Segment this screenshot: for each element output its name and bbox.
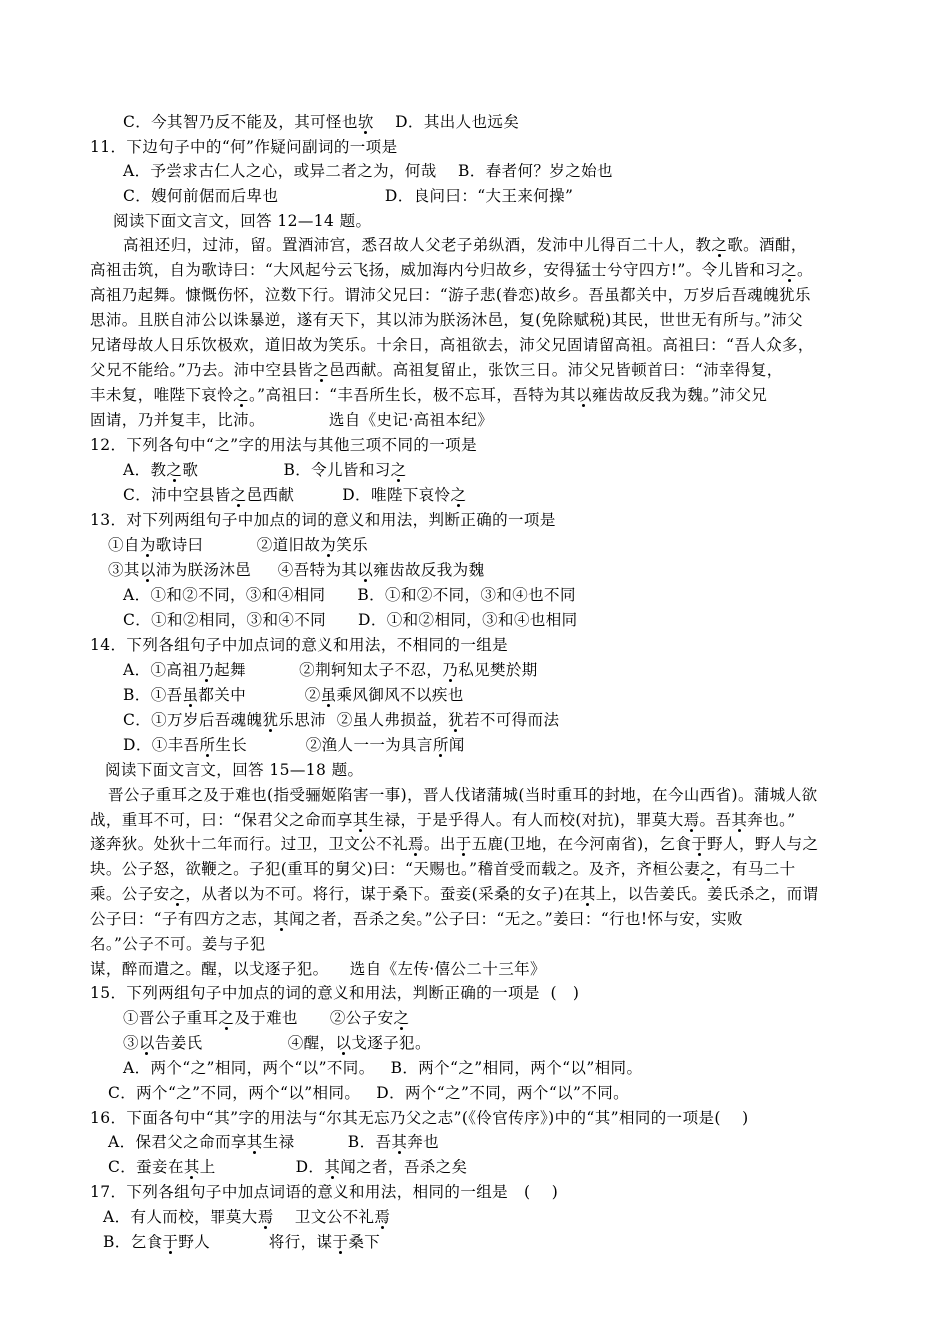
text-run: 雍齿故反我为魏	[373, 561, 485, 579]
text-line	[90, 981, 579, 1005]
text-run: 歌 B．令儿皆和习	[182, 461, 391, 479]
emphasized-character: 乃	[442, 661, 459, 679]
text-run: ，从者以为不可。将行，谋于桑下。蚕妾(采桑的女子)在	[185, 885, 580, 903]
text-line	[123, 683, 464, 707]
emphasized-character: 为	[320, 536, 337, 554]
text-run: A．有人而校，罪莫大	[103, 1208, 258, 1226]
emphasized-character: 其	[183, 1158, 200, 1176]
emphasized-character: 之	[450, 486, 467, 504]
text-run: 13．对下列两组句子中加点的词的意义和用法，判断正确的一项是	[90, 511, 556, 529]
text-run: 邑西献。高祖复留止，张饮三日。沛父兄皆顿首曰：“沛幸得复，	[329, 361, 783, 379]
text-line	[123, 1031, 431, 1055]
emphasized-character: 焉	[374, 1208, 391, 1226]
text-run: 。	[797, 261, 813, 279]
emphasized-character: 于	[162, 1233, 179, 1251]
text-run: 高祖还归，过沛，留。置酒沛宫，悉召故人父老子弟纵酒，发沛中儿得百二十人，教	[123, 236, 712, 254]
text-run: 起舞 ②荆轲知太子不忍，	[214, 661, 443, 679]
text-line	[90, 135, 397, 159]
text-run: 谋，醉而遣之。醒，以戈逐子犯。 选自《左传·僖公二十三年》	[90, 960, 546, 978]
text-run: A．予尝求古仁人之心，或异二者之为，何哉 B．春者何？岁之始也	[123, 162, 613, 180]
text-run: C．沛中空县皆	[123, 486, 231, 504]
emphasized-character: 于	[332, 1233, 349, 1251]
text-line	[90, 857, 796, 881]
text-run: ③其	[108, 561, 140, 579]
text-run: 名。”公子不可。姜与子犯	[90, 935, 266, 953]
text-line	[123, 184, 573, 208]
emphasized-character: 其	[246, 1133, 263, 1151]
text-run: ①晋公子重耳	[123, 1009, 219, 1027]
text-run: A．①和②不同，③和④相同 B．①和②不同，③和④也不同	[123, 586, 576, 604]
text-run: 歌。酒酣，	[727, 236, 807, 254]
emphasized-character: 焉	[683, 811, 700, 829]
emphasized-character: 之	[169, 885, 186, 903]
text-line	[123, 608, 578, 632]
text-run: 公子曰：“子有四方之志，	[90, 910, 274, 928]
text-run: ③	[123, 1034, 139, 1052]
emphasized-character: 之	[230, 486, 247, 504]
text-run: A．教	[123, 461, 167, 479]
text-run: 14．下列各组句子中加点词的意义和用法，不相同的一组是	[90, 636, 509, 654]
emphasized-character: 为	[139, 536, 156, 554]
text-line	[90, 433, 477, 457]
text-line	[90, 808, 796, 832]
emphasized-character: 欤	[357, 113, 374, 131]
text-run: 阅读下面文言文，回答 15—18 题。	[105, 761, 364, 779]
text-run: 生禄，于是乎得人。有人而校(对抗)，罪莫大	[368, 811, 684, 829]
text-line	[123, 708, 559, 732]
text-run: 都关中 ②	[198, 686, 321, 704]
text-run: 高祖击筑，自为歌诗曰：“大风起兮云飞扬，威加海内兮归故乡，安得猛士兮守四方!”。令儿皆和习	[90, 261, 782, 279]
text-run: 生禄 B．吾	[262, 1133, 392, 1151]
text-run: A．两个“之”相同，两个“以”不同。 B．两个“之”相同，两个“以”相同。	[123, 1059, 643, 1077]
text-run: B．乞食	[103, 1233, 163, 1251]
text-line	[108, 1155, 467, 1179]
text-line	[108, 533, 368, 557]
text-run: 闻之者，吾杀之矣	[340, 1158, 468, 1176]
text-run: 野人，野人与之	[707, 835, 819, 853]
emphasized-character: 其	[324, 1158, 341, 1176]
text-run: 奔也。”	[747, 811, 796, 829]
emphasized-character: 以	[139, 561, 156, 579]
text-line	[90, 932, 265, 956]
text-line	[90, 283, 811, 307]
text-line	[123, 1006, 409, 1030]
text-line	[90, 508, 556, 532]
text-run: 父兄不能给。”乃去。沛中空县皆	[90, 361, 314, 379]
emphasized-character: 焉	[257, 1208, 274, 1226]
text-run: 闻之者，吾杀之矣。”公子曰：“无之。”姜曰：“行也!怀与安，实败	[289, 910, 743, 928]
text-run: 野人 将行，谋	[178, 1233, 333, 1251]
text-run: C．蚕妾在	[108, 1158, 184, 1176]
text-run: A．①高祖	[123, 661, 199, 679]
text-run: 晋公子重耳之及于难也(指受骊姬陷害一事)，晋人伐诸蒲城(当时重耳的封地，在今山西省)。蒲城人欲	[108, 786, 818, 804]
text-run: 乘。公子安	[90, 885, 170, 903]
text-run: C．①和②相同，③和④不同 D．①和②相同，③和④也相同	[123, 611, 578, 629]
text-run: D．①丰吾	[123, 736, 200, 754]
emphasized-character: 之	[393, 1009, 410, 1027]
emphasized-character: 所	[432, 736, 449, 754]
text-run: B．①吾	[123, 686, 183, 704]
emphasized-character: 之	[233, 386, 250, 404]
text-run: 。吾	[699, 811, 732, 829]
text-run: D．其出人也远矣	[373, 113, 520, 131]
text-run: 高祖乃起舞。慷慨伤怀，泣数下行。谓沛父兄曰：“游子悲(眷恋)故乡。吾虽都关中，万岁后吾魂魄犹乐	[90, 286, 811, 304]
text-run: ，有马二十	[716, 860, 796, 878]
emphasized-character: 之	[218, 1009, 235, 1027]
text-line	[90, 832, 818, 856]
emphasized-character: 之	[781, 261, 797, 279]
text-line	[90, 383, 767, 407]
text-run: 卫文公不礼	[273, 1208, 375, 1226]
emphasized-character: 于	[691, 835, 708, 853]
text-run: C．①万岁后吾魂魄	[123, 711, 263, 729]
text-run: 奔也	[407, 1133, 440, 1151]
emphasized-character: 以	[575, 386, 592, 404]
emphasized-character: 虽	[182, 686, 199, 704]
text-run: A．保君父之命而享	[108, 1133, 247, 1151]
text-line	[90, 1180, 558, 1204]
text-line	[123, 159, 613, 183]
text-line	[90, 957, 546, 981]
text-line	[123, 483, 466, 507]
emphasized-character: 犹	[448, 711, 464, 729]
text-run: 12．下列各句中“之”字的用法与其他三项不同的一项是	[90, 436, 477, 454]
text-run: 戈逐子犯。	[351, 1034, 431, 1052]
emphasized-character: 其	[391, 1133, 408, 1151]
text-run: 若不可得而法	[463, 711, 560, 729]
text-run: 生长 ②渔人一一为具言	[215, 736, 433, 754]
emphasized-character: 之	[313, 361, 330, 379]
text-line	[108, 783, 818, 807]
text-line	[123, 1056, 642, 1080]
emphasized-character: 之	[390, 461, 407, 479]
text-run: C．两个“之”不同，两个“以”相同。 D．两个“之”不同，两个“以”不同。	[108, 1084, 630, 1102]
text-run: 桑下	[348, 1233, 381, 1251]
text-line	[90, 882, 818, 906]
text-run: 上 D．	[199, 1158, 325, 1176]
text-run: 块。公子怒，欲鞭之。子犯(重耳的舅父)曰：“天赐也。”稽首受而载之。及齐，齐桓公妻	[90, 860, 701, 878]
text-line	[113, 209, 371, 233]
emphasized-character: 以	[138, 1034, 155, 1052]
text-run: 沛为朕汤沐邑 ④吾特为其	[155, 561, 358, 579]
emphasized-character: 焉	[408, 835, 424, 853]
text-line	[123, 583, 576, 607]
text-run: 五鹿(卫地，在今河南省)，乞食	[471, 835, 692, 853]
text-run: 11．下边句子中的“何”作疑问副词的一项是	[90, 138, 398, 156]
text-line	[123, 110, 519, 134]
text-run: 遂奔狄。处狄十二年而行。过卫，卫文公不礼	[90, 835, 409, 853]
text-run: 。出	[423, 835, 456, 853]
text-line	[123, 233, 807, 257]
text-run: 歌诗曰 ②道旧故	[155, 536, 321, 554]
text-run: ①自	[108, 536, 140, 554]
emphasized-character: 之	[166, 461, 183, 479]
text-line	[103, 1230, 380, 1254]
text-run: 15．下列两组句子中加点的词的意义和用法，判断正确的一项是 ( )	[90, 984, 580, 1002]
emphasized-character: 所	[199, 736, 216, 754]
text-line	[90, 333, 814, 357]
text-run: 闻	[448, 736, 465, 754]
emphasized-character: 其	[579, 885, 596, 903]
text-line	[90, 408, 493, 432]
text-run: C．嫂何前倨而后卑也 D．良问曰：“大王来何操”	[123, 187, 574, 205]
emphasized-character: 其	[352, 811, 369, 829]
text-run: 丰未复，唯陛下哀怜	[90, 386, 234, 404]
text-line	[123, 458, 407, 482]
text-run: 告姜氏 ④醒，	[154, 1034, 336, 1052]
text-run: C．今其智乃反不能及，其可怪也	[123, 113, 358, 131]
emphasized-character: 虽	[320, 686, 337, 704]
text-run: 邑西献 D．唯陛下哀怜	[246, 486, 451, 504]
text-run: 16．下面各句中“其”字的用法与“尔其无忘乃父之志”(《伶官传序》)中的“其”相同的一项是( )	[90, 1109, 749, 1127]
emphasized-character: 乃	[198, 661, 215, 679]
emphasized-character: 之	[700, 860, 717, 878]
text-run: 战，重耳不可，曰：“保君父之命而享	[90, 811, 353, 829]
text-line	[90, 358, 783, 382]
text-run: 固请，乃并复丰，比沛。 选自《史记·高祖本纪》	[90, 411, 494, 429]
text-line	[90, 258, 813, 282]
text-line	[90, 907, 743, 931]
text-line	[103, 1205, 390, 1229]
text-line	[108, 1130, 439, 1154]
text-run: 雍齿故反我为魏。”沛父兄	[591, 386, 768, 404]
text-run: 。”高祖曰：“丰吾所生长，极不忘耳，吾特为其	[249, 386, 576, 404]
text-run: 乐思沛 ②虽人弗损益，	[278, 711, 449, 729]
text-run: 兄诸母故人日乐饮极欢，道旧故为笑乐。十余日，高祖欲去，沛父兄固请留高祖。高祖曰：“吾人众多，	[90, 336, 814, 354]
text-line	[90, 308, 803, 332]
text-run: 笑乐	[336, 536, 369, 554]
emphasized-character: 以	[357, 561, 374, 579]
text-run: 阅读下面文言文，回答 12—14 题。	[113, 212, 372, 230]
text-run: 上，以告姜氏。姜氏杀之，而谓	[595, 885, 819, 903]
emphasized-character: 于	[455, 835, 472, 853]
text-line	[123, 733, 465, 757]
emphasized-character: 其	[731, 811, 748, 829]
text-line	[105, 758, 363, 782]
text-run: 私见樊於期	[458, 661, 538, 679]
text-run: 及于难也 ②公子安	[234, 1009, 394, 1027]
emphasized-character: 其	[273, 910, 290, 928]
emphasized-character: 之	[711, 236, 728, 254]
text-line	[123, 658, 538, 682]
text-run: 17．下列各组句子中加点词语的意义和用法，相同的一组是 ( )	[90, 1183, 559, 1201]
emphasized-character: 犹	[262, 711, 279, 729]
text-line	[90, 633, 508, 657]
emphasized-character: 以	[335, 1034, 352, 1052]
text-run: 乘风御风不以疾也	[336, 686, 464, 704]
text-line	[90, 1106, 749, 1130]
text-line	[108, 558, 484, 582]
text-line	[108, 1081, 629, 1105]
text-run: 思沛。且朕自沛公以诛暴逆，遂有天下，其以沛为朕汤沐邑，复(免除赋税)其民，世世无有所与。”沛父	[90, 311, 804, 329]
